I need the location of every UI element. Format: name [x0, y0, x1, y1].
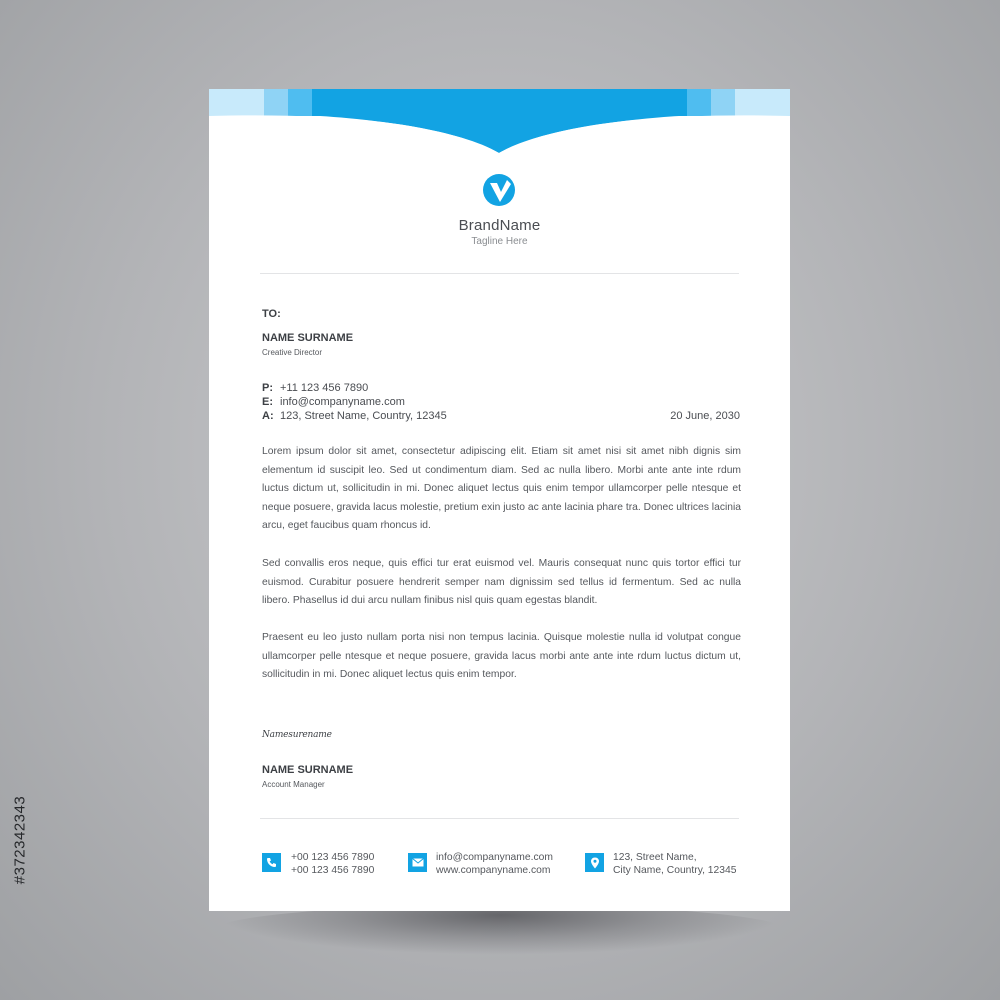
header-divider [260, 273, 739, 274]
mail-icon [408, 853, 427, 872]
footer-phone [291, 851, 374, 877]
brand-tagline: Tagline Here [471, 236, 528, 247]
stock-id-label: #372342343 [11, 795, 29, 885]
brand-logo-icon [482, 173, 516, 207]
letter-date: 20 June, 2030 [670, 410, 740, 422]
contact-phone-value: +11 123 456 7890 [280, 382, 369, 394]
contact-address-label: A: [262, 410, 274, 422]
contact-email-label: E: [262, 396, 273, 408]
phone-icon [262, 853, 281, 872]
signatory-title: Account Manager [262, 780, 325, 789]
body-paragraph-1: Lorem ipsum dolor sit amet, consectetur adipiscing elit. Etiam sit amet nisi sit amet nibh dignis sim elementum id suscipit leo. Sed ut condimentum diam. Sed ac nulla libero. Morbi ante ante inte rdum luctus dictum ut, sollicitudin in mi. Donec aliquet lectus quis enim tempor ullamcorper pelle ntesque et neque posuere, gravida lacus molestie, pretium exin justo ac ante lacinia phare tra. Donec ultrices lacinia arcu, eget faucibus quam rhoncus id. [262, 446, 741, 531]
recipient-title: Creative Director [262, 348, 323, 357]
contact-email-value: info@companyname.com [280, 396, 405, 408]
footer-web [436, 851, 553, 877]
contact-phone [262, 382, 368, 394]
footer-phone-line1: +00 123 456 7890 [291, 852, 375, 863]
contact-email [262, 396, 405, 408]
footer-website: www.companyname.com [436, 865, 551, 876]
signature: Namesurename [262, 730, 332, 740]
contact-phone-label: P: [262, 382, 273, 394]
recipient-name: NAME SURNAME [262, 332, 354, 344]
contact-address [262, 410, 447, 422]
to-label: TO: [262, 308, 281, 320]
contact-address-value: 123, Street Name, Country, 12345 [280, 410, 447, 422]
footer-divider [260, 818, 739, 819]
header-banner [209, 89, 790, 159]
footer-address-line2: City Name, Country, 12345 [613, 865, 737, 876]
page-shadow [215, 905, 785, 955]
body-paragraph-3: Praesent eu leo justo nullam porta nisi non tempus lacinia. Quisque molestie nulla id volutpat congue ullamcorper pelle ntesque et neque posuere, gravida lacus morbi ante ante inte rdum luctus dictum ut, sollicitudin in mi. Donec aliquet lectus quis enim tempor. [262, 632, 741, 680]
footer-address-line1: 123, Street Name, [613, 852, 697, 863]
letterhead-page [209, 89, 790, 911]
signatory-name: NAME SURNAME [262, 764, 354, 776]
brand-name: BrandName [458, 217, 541, 234]
footer-email: info@companyname.com [436, 852, 553, 863]
footer-phone-line2: +00 123 456 7890 [291, 865, 375, 876]
location-pin-icon [585, 853, 604, 872]
footer-address [613, 851, 736, 877]
body-paragraph-2: Sed convallis eros neque, quis effici tur erat euismod vel. Mauris consequat nunc quis tortor effici tur euismod. Curabitur posuere hendrerit semper nam dignissim sed tellus id fermentum. Sed ac nulla libero. Phasellus id dui arcu nullam finibus nisl quis quam egestas blandit. [262, 558, 741, 606]
